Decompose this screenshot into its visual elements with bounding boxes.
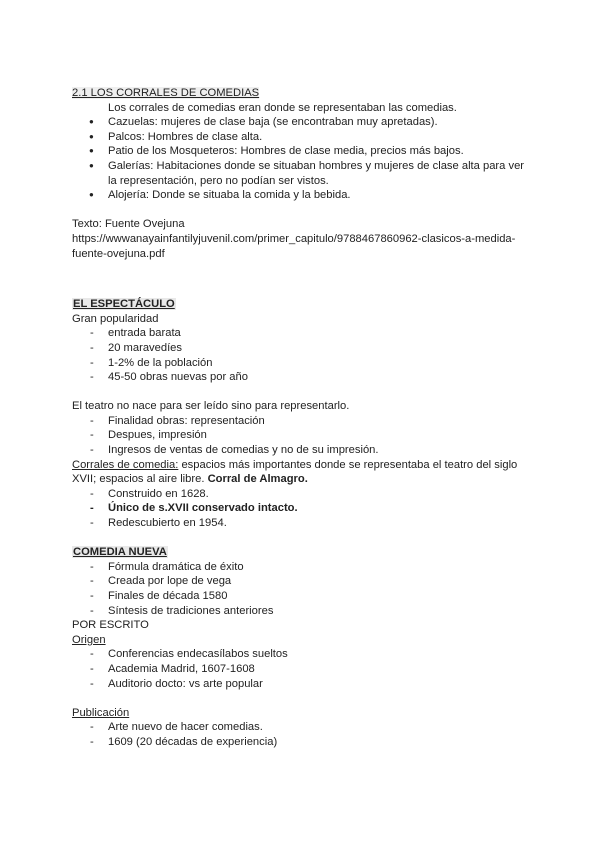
list-item: ● Palcos: Hombres de clase alta. xyxy=(72,130,532,145)
publicacion-label: Publicación xyxy=(72,706,130,719)
texto-url-line1[interactable]: https://wwwanayainfantilyjuvenil.com/primer_capitulo/9788467860962-clasicos-a-medida- xyxy=(72,232,516,245)
section-title-espectaculo: EL ESPECTÁCULO xyxy=(73,298,175,311)
popularidad-list xyxy=(72,326,532,384)
origen-heading xyxy=(72,633,532,648)
list-item: ● Cazuelas: mujeres de clase baja (se encontraban muy apretadas). xyxy=(72,115,532,130)
comedia-list xyxy=(72,560,532,618)
list-item: ● Alojería: Donde se situaba la comida y la bebida. xyxy=(72,188,532,203)
section-espectaculo xyxy=(72,297,532,312)
list-item: - Síntesis de tradiciones anteriores xyxy=(72,604,532,619)
corrales-text: espacios más importantes donde se representaba el teatro del siglo xyxy=(178,458,518,471)
almagro-list xyxy=(72,487,532,531)
teatro-statement: El teatro no nace para ser leído sino para representarlo. xyxy=(72,400,350,413)
teatro-list xyxy=(72,414,532,458)
list-item: - Creada por lope de vega xyxy=(72,574,532,589)
list-item: - Ingresos de ventas de comedias y no de su impresión. xyxy=(72,443,532,458)
espectaculo-subtitle: Gran popularidad xyxy=(72,312,159,325)
list-item: - 45-50 obras nuevas por año xyxy=(72,370,532,385)
list-item: - Despues, impresión xyxy=(72,428,532,443)
list-item: - Construido en 1628. xyxy=(72,487,532,502)
corrales-label: Corrales de comedia: xyxy=(72,458,179,471)
publicacion-heading xyxy=(72,706,532,721)
list-item: - 1609 (20 décadas de experiencia) xyxy=(72,735,532,750)
section-title-comedia: COMEDIA NUEVA xyxy=(73,546,167,559)
list-item: - Academia Madrid, 1607-1608 xyxy=(72,662,532,677)
corrales-list xyxy=(72,115,532,203)
list-item: - Auditorio docto: vs arte popular xyxy=(72,677,532,692)
list-item: - Arte nuevo de hacer comedias. xyxy=(72,720,532,735)
list-item: - 1-2% de la población xyxy=(72,356,532,371)
section-corrales xyxy=(72,86,532,101)
corrales-paragraph-line2 xyxy=(72,472,532,487)
publicacion-list xyxy=(72,720,532,749)
document-page xyxy=(72,86,532,750)
list-item: - entrada barata xyxy=(72,326,532,341)
section-title-corrales: 2.1 LOS CORRALES DE COMEDIAS xyxy=(72,87,260,99)
por-escrito: POR ESCRITO xyxy=(72,619,149,632)
list-item: - Único de s.XVII conservado intacto. xyxy=(72,501,532,516)
galerias-line1: Galerías: Habitaciones donde se situaban hombres y mujeres de clase alta para ver xyxy=(108,159,525,172)
corrales-text2: XVII; espacios al aire libre. xyxy=(72,473,208,486)
origen-list xyxy=(72,647,532,691)
list-item: - Finales de década 1580 xyxy=(72,589,532,604)
list-item: - 20 maravedíes xyxy=(72,341,532,356)
list-item: - Redescubierto en 1954. xyxy=(72,516,532,531)
galerias-line2: la representación, pero no podían ser vistos. xyxy=(108,174,329,187)
list-item xyxy=(72,159,532,188)
list-item: - Conferencias endecasílabos sueltos xyxy=(72,647,532,662)
texto-url-line2[interactable]: fuente-ovejuna.pdf xyxy=(72,247,165,260)
texto-label: Texto: Fuente Ovejuna xyxy=(72,218,185,231)
origen-label: Origen xyxy=(72,633,106,646)
list-item: - Fórmula dramática de éxito xyxy=(72,560,532,575)
list-item: ● Patio de los Mosqueteros: Hombres de clase media, precios más bajos. xyxy=(72,144,532,159)
list-item: - Finalidad obras: representación xyxy=(72,414,532,429)
corrales-paragraph xyxy=(72,458,532,473)
corral-almagro: Corral de Almagro. xyxy=(207,473,308,486)
corrales-intro: Los corrales de comedias eran donde se representaban las comedias. xyxy=(108,101,457,114)
section-comedia xyxy=(72,545,532,560)
